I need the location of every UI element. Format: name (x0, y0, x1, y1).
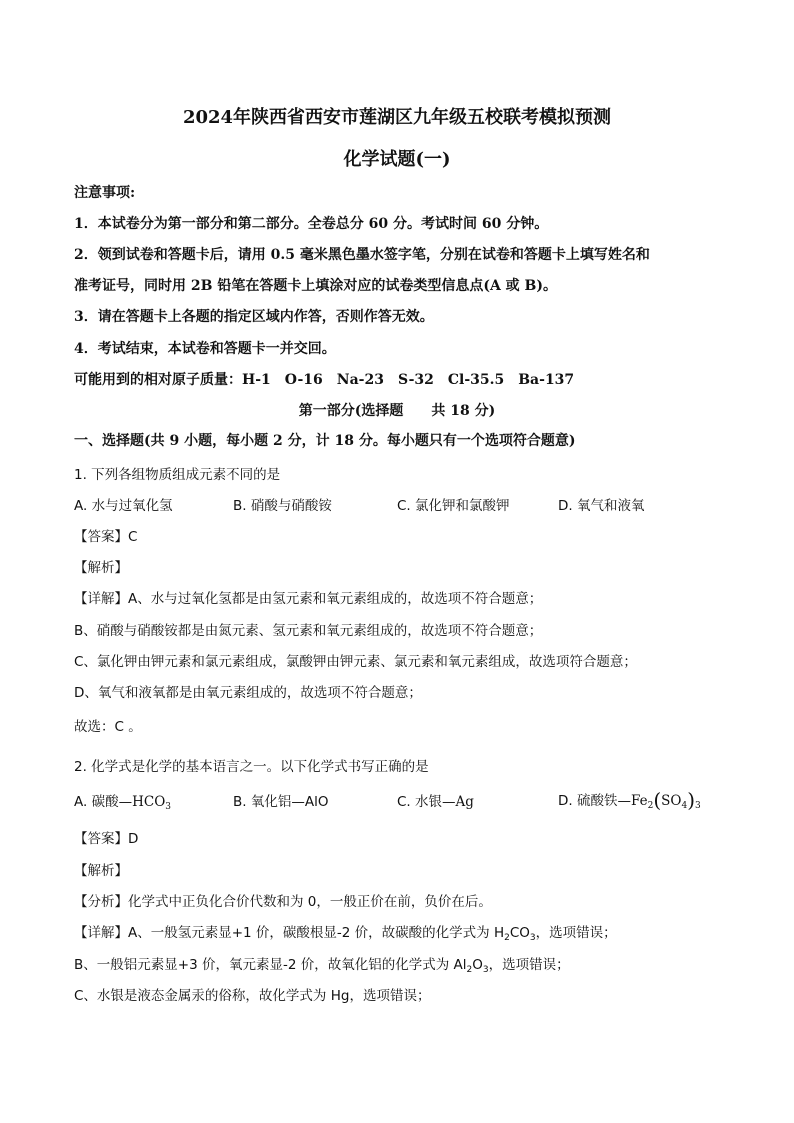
q1-detail-a (74, 587, 542, 607)
q2-fenxi (74, 890, 492, 910)
option-text: A. 碳酸— (74, 794, 133, 810)
detail-text: A、水与过氧化氢都是由氢元素和氧元素组成的，故选项不符合题意； (128, 591, 543, 607)
exam-title: 2024年陕西省西安市莲湖区九年级五校联考模拟预测 (182, 107, 612, 128)
subscript: 3 (482, 965, 489, 975)
answer-value: C (128, 529, 138, 545)
answer-label: 【答案】 (74, 529, 128, 545)
subscript: 2 (466, 965, 473, 975)
subscript: 3 (529, 933, 536, 943)
q1-conclusion: 故选：C 。 (74, 719, 142, 735)
q2-option-d (558, 788, 701, 812)
part1-heading: 第一部分(选择题 共 18 分) (298, 403, 496, 419)
q2-option-c (397, 790, 474, 810)
notice-item-1: 1．本试卷分为第一部分和第二部分。全卷总分 60 分。考试时间 60 分钟。 (74, 216, 549, 232)
q1-answer (74, 525, 137, 545)
exam-subtitle: 化学试题(一) (343, 149, 451, 170)
detail-label: 【详解】 (74, 591, 128, 607)
q1-detail-c: C、氯化钾由钾元素和氯元素组成，氯酸钾由钾元素、氯元素和氧元素组成，故选项符合题意； (74, 654, 637, 670)
detail-text: CO (509, 925, 530, 941)
subscript: 2 (504, 933, 510, 943)
subscript: 2 (647, 801, 654, 811)
formula: SO (661, 793, 682, 809)
q2-detail-c: C、水银是液态金属汞的俗称，故化学式为 Hg，选项错误； (74, 988, 431, 1004)
formula: Fe (630, 793, 648, 809)
formula: Ag (455, 794, 474, 810)
q2-answer (74, 827, 138, 847)
q1-option-a: A. 水与过氧化氢 (74, 498, 173, 514)
notice-item-2: 2．领到试卷和答题卡后，请用 0.5 毫米黑色墨水签字笔，分别在试卷和答题卡上填写姓名和 (74, 247, 650, 263)
detail-text: A、一般氢元素显+1 价，碳酸根显-2 价，故碳酸的化学式为 H (128, 925, 505, 941)
paren: ) (687, 788, 696, 812)
q1-analysis-label: 【解析】 (74, 560, 128, 576)
notice-item-4: 4．考试结束，本试卷和答题卡一并交回。 (74, 341, 336, 357)
q2-detail-a (74, 921, 617, 943)
detail-text: ，选项错误； (535, 925, 617, 941)
detail-text: O (472, 957, 483, 973)
answer-value: D (128, 831, 139, 847)
q2-analysis-label: 【解析】 (74, 863, 128, 879)
q1-option-b: B. 硝酸与硝酸铵 (233, 498, 332, 514)
subscript: 3 (695, 801, 701, 811)
notice-heading: 注意事项: (74, 185, 136, 201)
q1-detail-b: B、硝酸与硝酸铵都是由氮元素、氢元素和氧元素组成的，故选项不符合题意； (74, 623, 543, 639)
notice-item-3: 3．请在答题卡上各题的指定区域内作答，否则作答无效。 (74, 309, 434, 325)
atomic-masses: 可能用到的相对原子质量：H-1 O-16 Na-23 S-32 Cl-35.5 Ba-137 (74, 372, 575, 388)
subscript: 3 (165, 802, 171, 812)
q1-option-c: C. 氯化钾和氯酸钾 (397, 498, 510, 514)
fenxi-label: 【分析】 (74, 894, 128, 910)
formula: HCO (132, 794, 166, 810)
section-heading: 一、选择题(共 9 小题，每小题 2 分，计 18 分。每小题只有一个选项符合题意) (74, 433, 576, 449)
q1-detail-d: D、氧气和液氧都是由氧元素组成的，故选项不符合题意； (74, 685, 422, 701)
answer-label: 【答案】 (74, 831, 128, 847)
subscript: 4 (681, 801, 688, 811)
q1-stem: 1. 下列各组物质组成元素不同的是 (74, 467, 281, 483)
paren: ( (653, 788, 662, 812)
detail-text: B、一般铝元素显+3 价，氧元素显-2 价，故氧化铝的化学式为 Al (74, 957, 467, 973)
q2-detail-b (74, 953, 570, 975)
q1-option-d: D. 氧气和液氧 (558, 498, 645, 514)
notice-item-2-cont: 准考证号，同时用 2B 铅笔在答题卡上填涂对应的试卷类型信息点(A 或 B)。 (74, 278, 558, 294)
q2-option-a (74, 790, 171, 812)
option-text: C. 水银— (397, 794, 456, 810)
option-text: D. 硫酸铁— (558, 793, 631, 809)
detail-label: 【详解】 (74, 925, 128, 941)
q2-stem: 2. 化学式是化学的基本语言之一。以下化学式书写正确的是 (74, 759, 429, 775)
detail-text: ，选项错误； (488, 957, 570, 973)
q2-option-b: B. 氧化铝—AlO (233, 794, 329, 810)
fenxi-text: 化学式中正负化合价代数和为 0，一般正价在前，负价在后。 (128, 894, 492, 910)
